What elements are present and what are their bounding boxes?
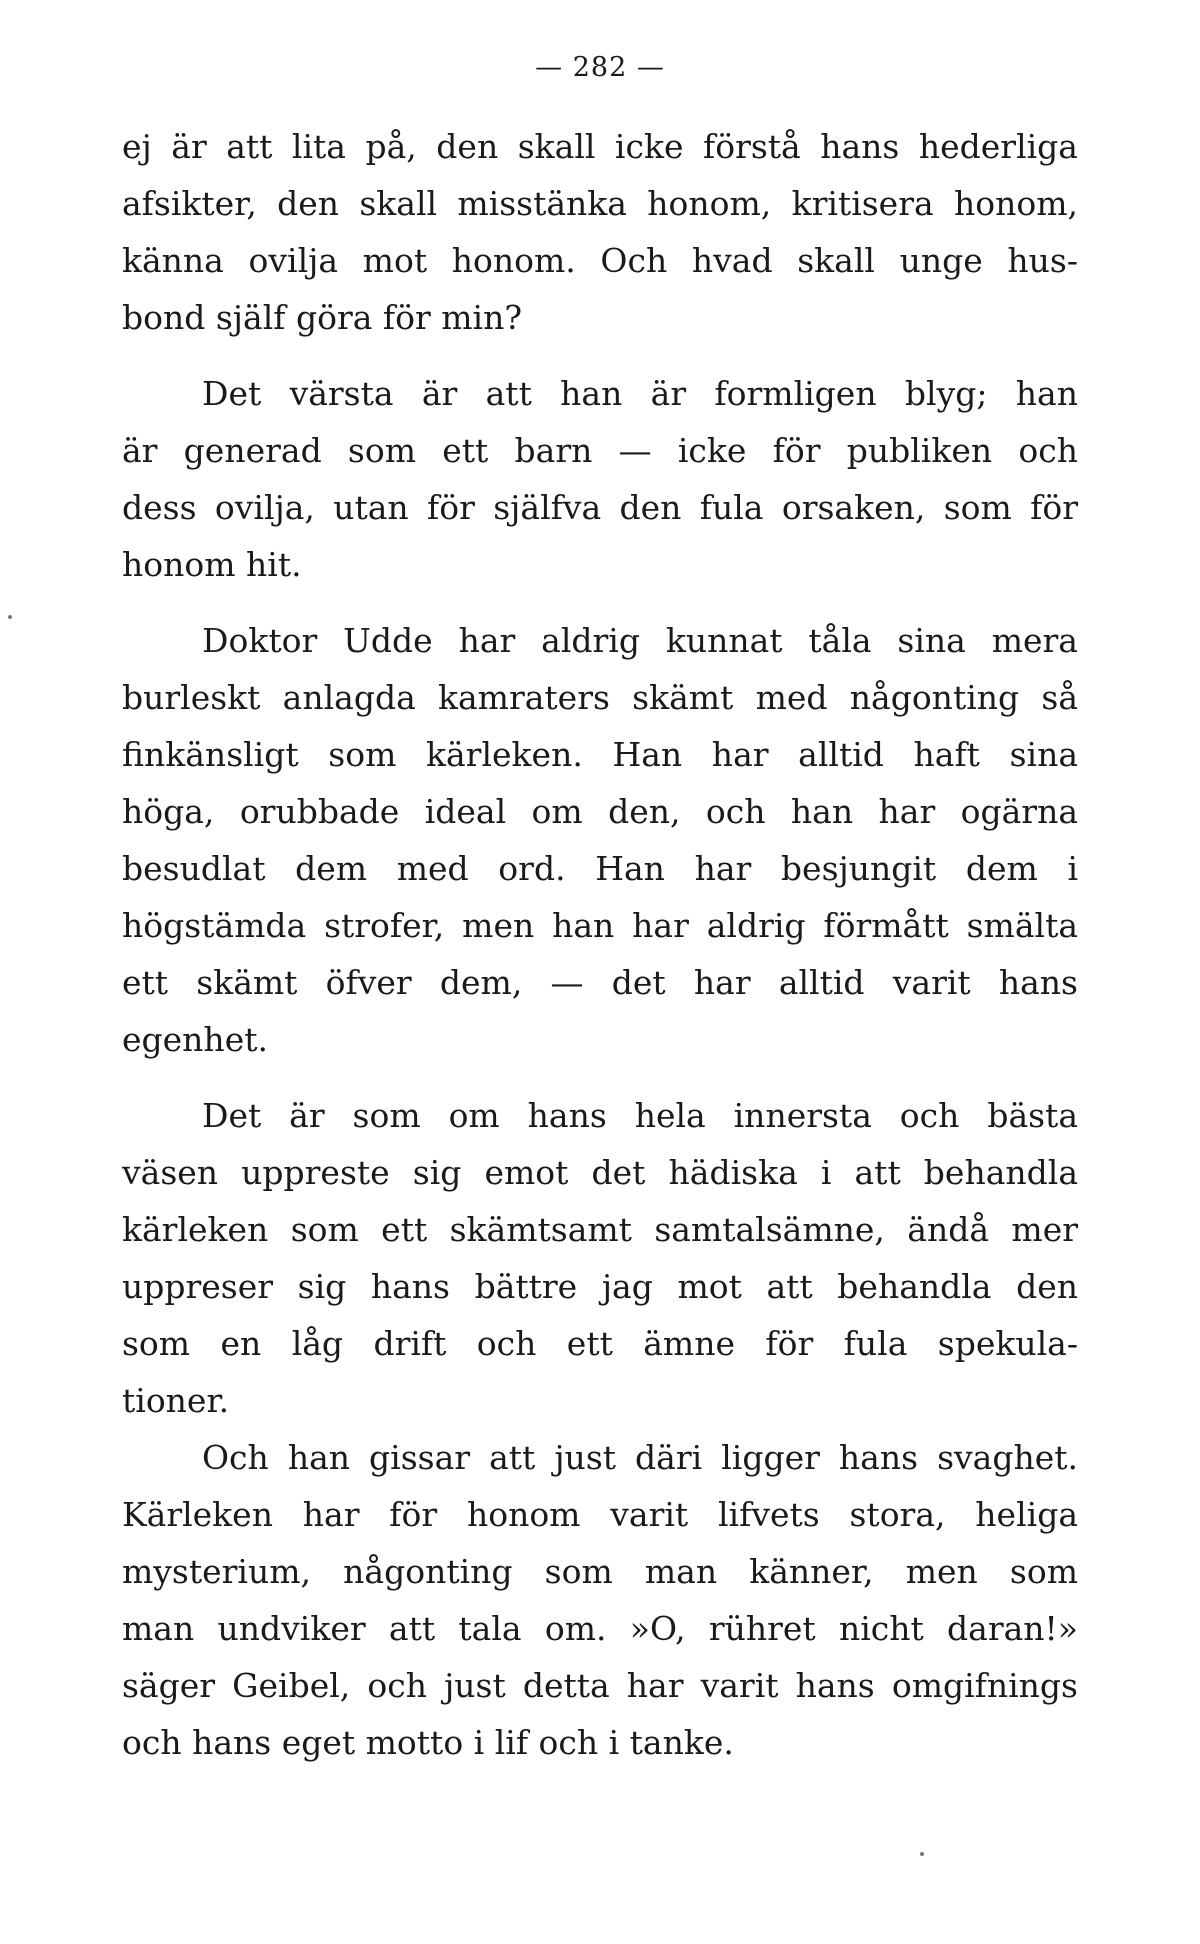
text-line: bond själf göra för min? (122, 298, 523, 337)
text-line: väsen uppreste sig emot det hädiska i att behandla (122, 1153, 1078, 1192)
text-line: ett skämt öfver dem, — det har alltid varit hans (122, 963, 1078, 1002)
text-line: Och han gissar att just däri ligger hans svaghet. (202, 1438, 1078, 1477)
scan-speck (8, 615, 12, 619)
text-line: egenhet. (122, 1020, 268, 1059)
text-line: Doktor Udde har aldrig kunnat tåla sina mera (202, 621, 1078, 660)
paragraph-5 (122, 1429, 1078, 1771)
text-line: finkänsligt som kärleken. Han har alltid haft sina (122, 735, 1078, 774)
paragraph-3 (122, 612, 1078, 1068)
text-line: Det värsta är att han är formligen blyg; han (202, 374, 1078, 413)
text-line: dess ovilja, utan för själfva den fula orsaken, som för (122, 488, 1078, 527)
text-line: man undviker att tala om. »O, rühret nicht daran!» (122, 1609, 1078, 1648)
text-line: burleskt anlagda kamraters skämt med någonting så (122, 678, 1078, 717)
text-line: Det är som om hans hela innersta och bästa (202, 1096, 1078, 1135)
text-line: högstämda strofer, men han har aldrig förmått smälta (122, 906, 1078, 945)
text-line: uppreser sig hans bättre jag mot att behandla den (122, 1267, 1078, 1306)
text-line: tioner. (122, 1381, 230, 1420)
scan-speck (920, 1852, 924, 1856)
text-line: ej är att lita på, den skall icke förstå hans hederliga (122, 127, 1078, 166)
text-line: höga, orubbade ideal om den, och han har ogärna (122, 792, 1078, 831)
text-line: säger Geibel, och just detta har varit hans omgifnings (122, 1666, 1078, 1705)
text-line: kärleken som ett skämtsamt samtalsämne, ändå mer (122, 1210, 1078, 1249)
page-number: — 282 — (535, 52, 665, 83)
paragraph-4 (122, 1087, 1078, 1429)
body-text (122, 118, 1078, 1771)
text-line: mysterium, någonting som man känner, men som (122, 1552, 1078, 1591)
text-line: honom hit. (122, 545, 302, 584)
text-line: är generad som ett barn — icke för publiken och (122, 431, 1078, 470)
text-line: afsikter, den skall misstänka honom, kritisera honom, (122, 184, 1078, 223)
paragraph-2 (122, 365, 1078, 593)
text-line: som en låg drift och ett ämne för fula spekula- (122, 1324, 1078, 1363)
text-line: och hans eget motto i lif och i tanke. (122, 1723, 734, 1762)
paragraph-1 (122, 118, 1078, 346)
text-line: besudlat dem med ord. Han har besjungit dem i (122, 849, 1078, 888)
text-line: Kärleken har för honom varit lifvets stora, heliga (122, 1495, 1078, 1534)
text-line: känna ovilja mot honom. Och hvad skall unge hus- (122, 241, 1078, 280)
